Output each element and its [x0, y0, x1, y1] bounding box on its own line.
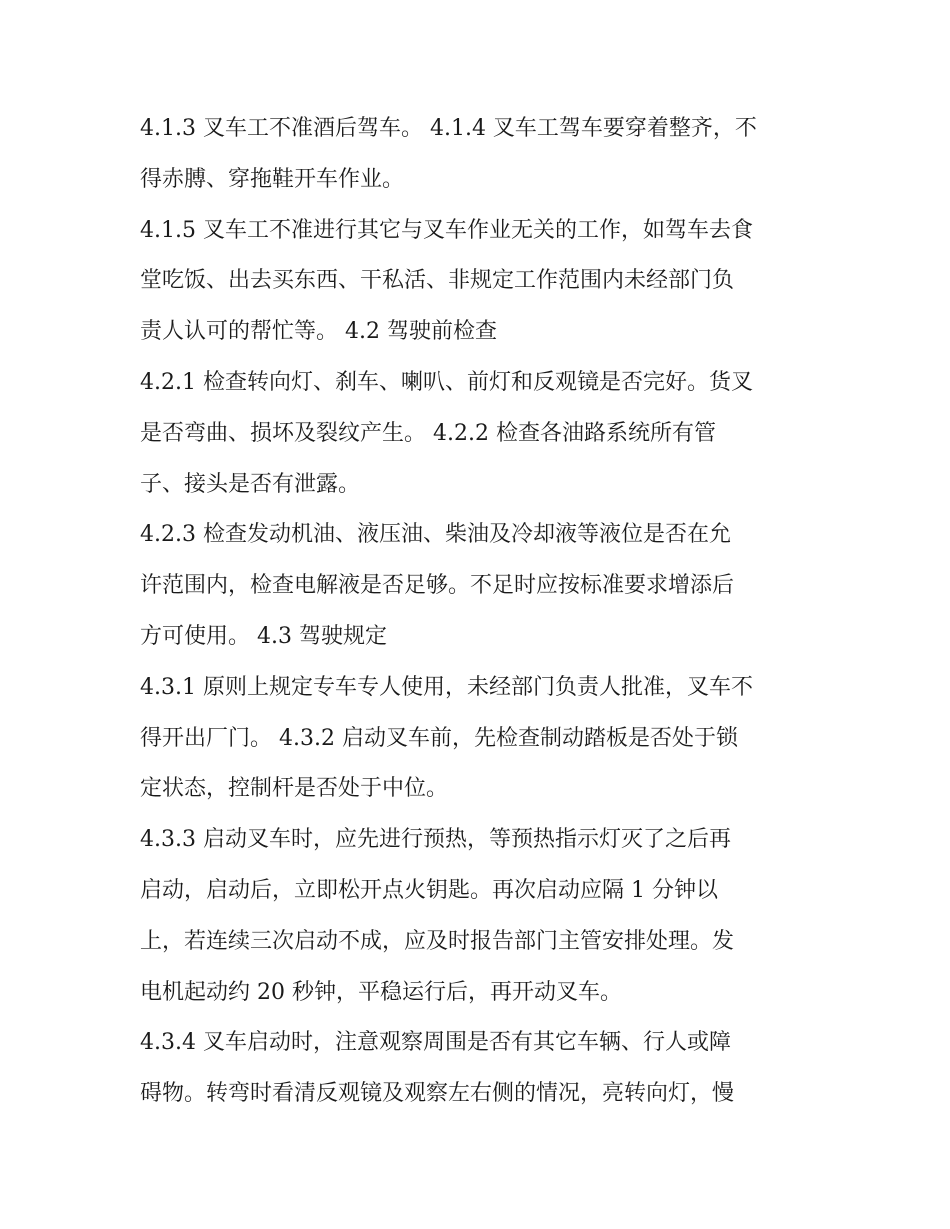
- text-line: 责人认可的帮忙等。 4.2 驾驶前检查: [140, 319, 497, 345]
- text-line: 许范围内，检查电解液是否足够。不足时应按标准要求增添后: [140, 573, 735, 599]
- text-line: 是否弯曲、损坏及裂纹产生。 4.2.2 检查各油路系统所有管: [140, 420, 716, 446]
- text-line: 方可使用。 4.3 驾驶规定: [140, 623, 387, 649]
- body-text: [140, 104, 830, 1120]
- text-line: 4.3.1 原则上规定专车专人使用，未经部门负责人批准，叉车不: [140, 674, 753, 700]
- text-line: 启动，启动后，立即松开点火钥匙。再次启动应隔 1 分钟以: [140, 877, 718, 903]
- text-line: 子、接头是否有泄露。: [140, 471, 361, 497]
- text-line: 定状态，控制杆是否处于中位。: [140, 776, 449, 802]
- text-line: 4.3.3 启动叉车时，应先进行预热，等预热指示灯灭了之后再: [140, 827, 731, 853]
- text-line: 碍物。转弯时看清反观镜及观察左右侧的情况，亮转向灯，慢: [140, 1081, 735, 1107]
- text-line: 4.2.1 检查转向灯、刹车、喇叭、前灯和反观镜是否完好。货叉: [140, 369, 753, 395]
- text-line: 电机起动约 20 秒钟，平稳运行后，再开动叉车。: [140, 979, 622, 1005]
- text-line: 上，若连续三次启动不成，应及时报告部门主管安排处理。发: [140, 928, 735, 954]
- text-line: 得开出厂门。 4.3.2 启动叉车前，先检查制动踏板是否处于锁: [140, 725, 738, 751]
- text-line: 得赤膊、穿拖鞋开车作业。: [140, 166, 405, 192]
- text-line: 4.1.5 叉车工不准进行其它与叉车作业无关的工作，如驾车去食: [140, 217, 753, 243]
- text-line: 4.2.3 检查发动机油、液压油、柴油及冷却液等液位是否在允: [140, 522, 731, 548]
- text-line: 4.3.4 叉车启动时，注意观察周围是否有其它车辆、行人或障: [140, 1030, 731, 1056]
- text-line: 4.1.3 叉车工不准酒后驾车。 4.1.4 叉车工驾车要穿着整齐，不: [140, 116, 757, 141]
- text-line: 堂吃饭、出去买东西、干私活、非规定工作范围内未经部门负: [140, 268, 735, 294]
